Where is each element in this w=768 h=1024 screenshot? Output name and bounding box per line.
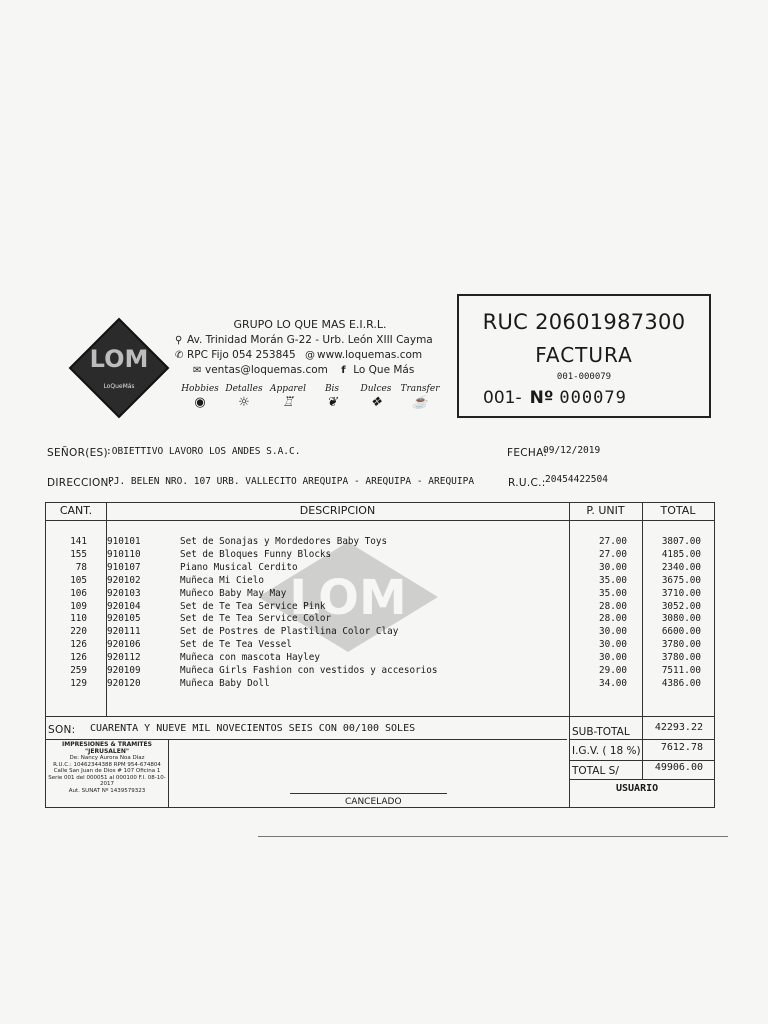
row-code: 920105 (107, 613, 141, 625)
row-unit-price: 30.00 (599, 639, 627, 651)
row-unit-price: 35.00 (599, 574, 627, 586)
company-contact-line (175, 348, 445, 363)
company-info (175, 318, 445, 378)
service-dulces: Dulces ❖ (356, 384, 396, 410)
company-logo (68, 317, 170, 419)
table-row (45, 587, 715, 600)
table-row (45, 677, 715, 690)
printer-line3: Calle San Juan de Dios # 107 Oficina 1 (53, 768, 161, 774)
service-transfer: Transfer ☕ (400, 384, 440, 410)
row-total: 3052.00 (661, 600, 701, 612)
leaf-icon: ❦ (326, 395, 338, 410)
senor-value: :OBIETTIVO LAVORO LOS ANDES S.A.C. (106, 446, 301, 457)
company-web: www.loquemas.com (316, 349, 423, 361)
ruc-value: 20454422504 (545, 474, 608, 485)
row-unit-price: 34.00 (599, 677, 627, 689)
service-apparel: Apparel ♖ (268, 384, 308, 410)
row-total: 3807.00 (661, 536, 701, 547)
row-code: 920111 (107, 626, 141, 638)
row-description: Muñeca con mascota Hayley (180, 652, 320, 664)
phone-icon: ✆ (175, 350, 184, 361)
printer-line2: R.U.C.: 10462344388 RPM 954-674804 (53, 761, 161, 768)
ruc-label: R.U.C.: (508, 477, 546, 489)
usuario-label: USUARIO (616, 783, 659, 794)
ball-icon: ◉ (194, 395, 206, 410)
row-total: 2340.00 (661, 561, 701, 573)
row-unit-price: 27.00 (599, 548, 627, 560)
table-row (45, 548, 715, 561)
row-code: 910101 (107, 536, 141, 547)
row-description: Set de Postres de Plastilina Color Clay (180, 626, 399, 638)
row-description: Set de Sonajas y Mordedores Baby Toys (180, 536, 388, 547)
row-total: 4386.00 (661, 677, 701, 689)
header-total: TOTAL (660, 504, 696, 517)
row-qty: 126 (70, 639, 87, 651)
candy-icon: ❖ (370, 395, 382, 410)
row-total: 3675.00 (661, 574, 701, 586)
row-unit-price: 28.00 (599, 613, 627, 625)
series-small: 001-000079 (556, 372, 612, 382)
direccion-value: PJ. BELEN NRO. 107 URB. VALLECITO AREQUIPA - AREQUIPA - AREQUIPA (108, 476, 475, 487)
table-row (45, 638, 715, 651)
number-value: 000079 (559, 388, 627, 408)
row-total: 3080.00 (661, 613, 701, 625)
row-description: Muñeca Girls Fashion con vestidos y accesorios (180, 665, 438, 676)
row-unit-price: 30.00 (599, 561, 627, 573)
printer-info (46, 742, 168, 794)
series-prefix: 001- (483, 388, 522, 408)
ruc-box (457, 294, 711, 418)
row-code: 910107 (107, 561, 141, 573)
direccion-label: DIRECCION: (47, 477, 113, 489)
company-facebook: Lo Que Más (353, 364, 415, 376)
row-total: 3780.00 (661, 639, 701, 651)
row-description: Muñeca Mi Cielo (180, 574, 264, 586)
row-total: 3780.00 (661, 652, 701, 664)
company-address: ⚲ Av. Trinidad Morán G-22 - Urb. León XIII Cayma (175, 334, 433, 346)
printer-title: IMPRESIONES & TRAMITES "JERUSALEN" (62, 741, 152, 755)
row-qty: 110 (70, 613, 87, 625)
row-qty: 129 (70, 677, 87, 689)
company-email: ventas@loquemas.com (205, 364, 328, 376)
row-unit-price: 27.00 (599, 536, 627, 547)
row-qty: 141 (70, 536, 87, 547)
row-total: 3710.00 (661, 587, 701, 599)
table-row (45, 574, 715, 587)
table-row (45, 561, 715, 574)
total-value: 49906.00 (654, 762, 703, 773)
row-code: 920112 (107, 652, 141, 664)
row-qty: 106 (70, 587, 87, 599)
company-phone: RPC Fijo 054 253845 (187, 349, 296, 361)
header-descripcion: DESCRIPCION (299, 504, 376, 517)
row-qty: 220 (70, 626, 87, 638)
table-row (45, 651, 715, 664)
row-code: 920103 (107, 587, 141, 599)
row-description: Set de Te Tea Vessel (180, 639, 292, 651)
logo-text: LOM (89, 345, 149, 373)
row-total: 4185.00 (661, 548, 701, 560)
igv-label: I.G.V. ( 18 %) (572, 745, 641, 757)
son-value: CUARENTA Y NUEVE MIL NOVECIENTOS SEIS CON 00/100 SOLES (90, 723, 416, 734)
senor-label: SEÑOR(ES) (47, 447, 108, 459)
table-row (45, 535, 715, 548)
row-code: 920102 (107, 574, 141, 586)
row-code: 920106 (107, 639, 141, 651)
row-description: Muñeco Baby May May (180, 587, 287, 599)
row-qty: 78 (75, 561, 87, 573)
row-total: 6600.00 (661, 626, 701, 638)
row-qty: 126 (70, 652, 87, 664)
row-qty: 109 (70, 600, 87, 612)
row-description: Muñeca Baby Doll (180, 677, 270, 689)
row-unit-price: 30.00 (599, 652, 627, 664)
header-cant: CANT. (59, 504, 93, 517)
fecha-value: 09/12/2019 (543, 445, 601, 456)
row-qty: 105 (70, 574, 87, 586)
son-label: SON: (48, 724, 76, 736)
watermark-text: LOM (289, 570, 407, 626)
service-detalles: Detalles ☼ (225, 384, 263, 410)
row-code: 920109 (107, 665, 141, 676)
table-row (45, 612, 715, 625)
printer-line1: De: Nancy Aurora Noa Díaz (69, 755, 145, 761)
row-code: 920104 (107, 600, 141, 612)
igv-value: 7612.78 (660, 742, 703, 753)
mail-icon: ✉ (193, 365, 202, 376)
row-qty: 155 (70, 548, 87, 560)
bulb-icon: ☼ (238, 395, 250, 410)
signature-line (290, 793, 447, 794)
services-row (180, 384, 440, 410)
row-description: Piano Musical Cerdito (180, 561, 298, 573)
row-qty: 259 (70, 665, 87, 676)
footer-divider (258, 836, 728, 837)
facebook-icon: f (341, 365, 346, 376)
total-label: TOTAL S/ (572, 765, 619, 777)
number-label: Nº (529, 388, 554, 408)
fecha-label: FECHA: (507, 447, 548, 459)
service-hobbies: Hobbies ◉ (181, 384, 219, 410)
invoice-number (483, 388, 627, 408)
printer-line4: Serie 001 del 000051 al 000100 F.I. 08-10-2017 (48, 774, 166, 787)
doc-type: FACTURA (535, 343, 633, 367)
table-row (45, 625, 715, 638)
service-bis: Bis ❦ (312, 384, 352, 410)
mug-icon: ☕ (411, 395, 429, 410)
company-name: GRUPO LO QUE MAS E.I.R.L. (233, 318, 387, 331)
web-icon: @ (304, 350, 315, 361)
row-unit-price: 30.00 (599, 626, 627, 638)
row-unit-price: 35.00 (599, 587, 627, 599)
row-description: Set de Te Tea Service Pink (180, 600, 326, 612)
row-description: Set de Bloques Funny Blocks (180, 548, 332, 560)
subtotal-label: SUB-TOTAL (572, 726, 630, 738)
cancelado-label: CANCELADO (345, 797, 402, 807)
row-code: 910110 (107, 548, 141, 560)
row-description: Set de Te Tea Service Color (180, 613, 332, 625)
row-code: 920120 (107, 677, 141, 689)
table-row (45, 664, 715, 677)
shirt-icon: ♖ (282, 395, 294, 410)
ruc-number: RUC 20601987300 (482, 310, 686, 334)
company-email-line (175, 363, 445, 378)
row-total: 7511.00 (661, 665, 701, 676)
header-punit: P. UNIT (586, 504, 625, 517)
row-unit-price: 29.00 (599, 665, 627, 676)
logo-subtext: LoQueMás (103, 383, 135, 390)
row-unit-price: 28.00 (599, 600, 627, 612)
subtotal-value: 42293.22 (654, 722, 703, 733)
location-pin-icon: ⚲ (175, 335, 183, 346)
table-row (45, 600, 715, 613)
printer-line5: Aut. SUNAT Nº 1439579323 (68, 787, 146, 794)
